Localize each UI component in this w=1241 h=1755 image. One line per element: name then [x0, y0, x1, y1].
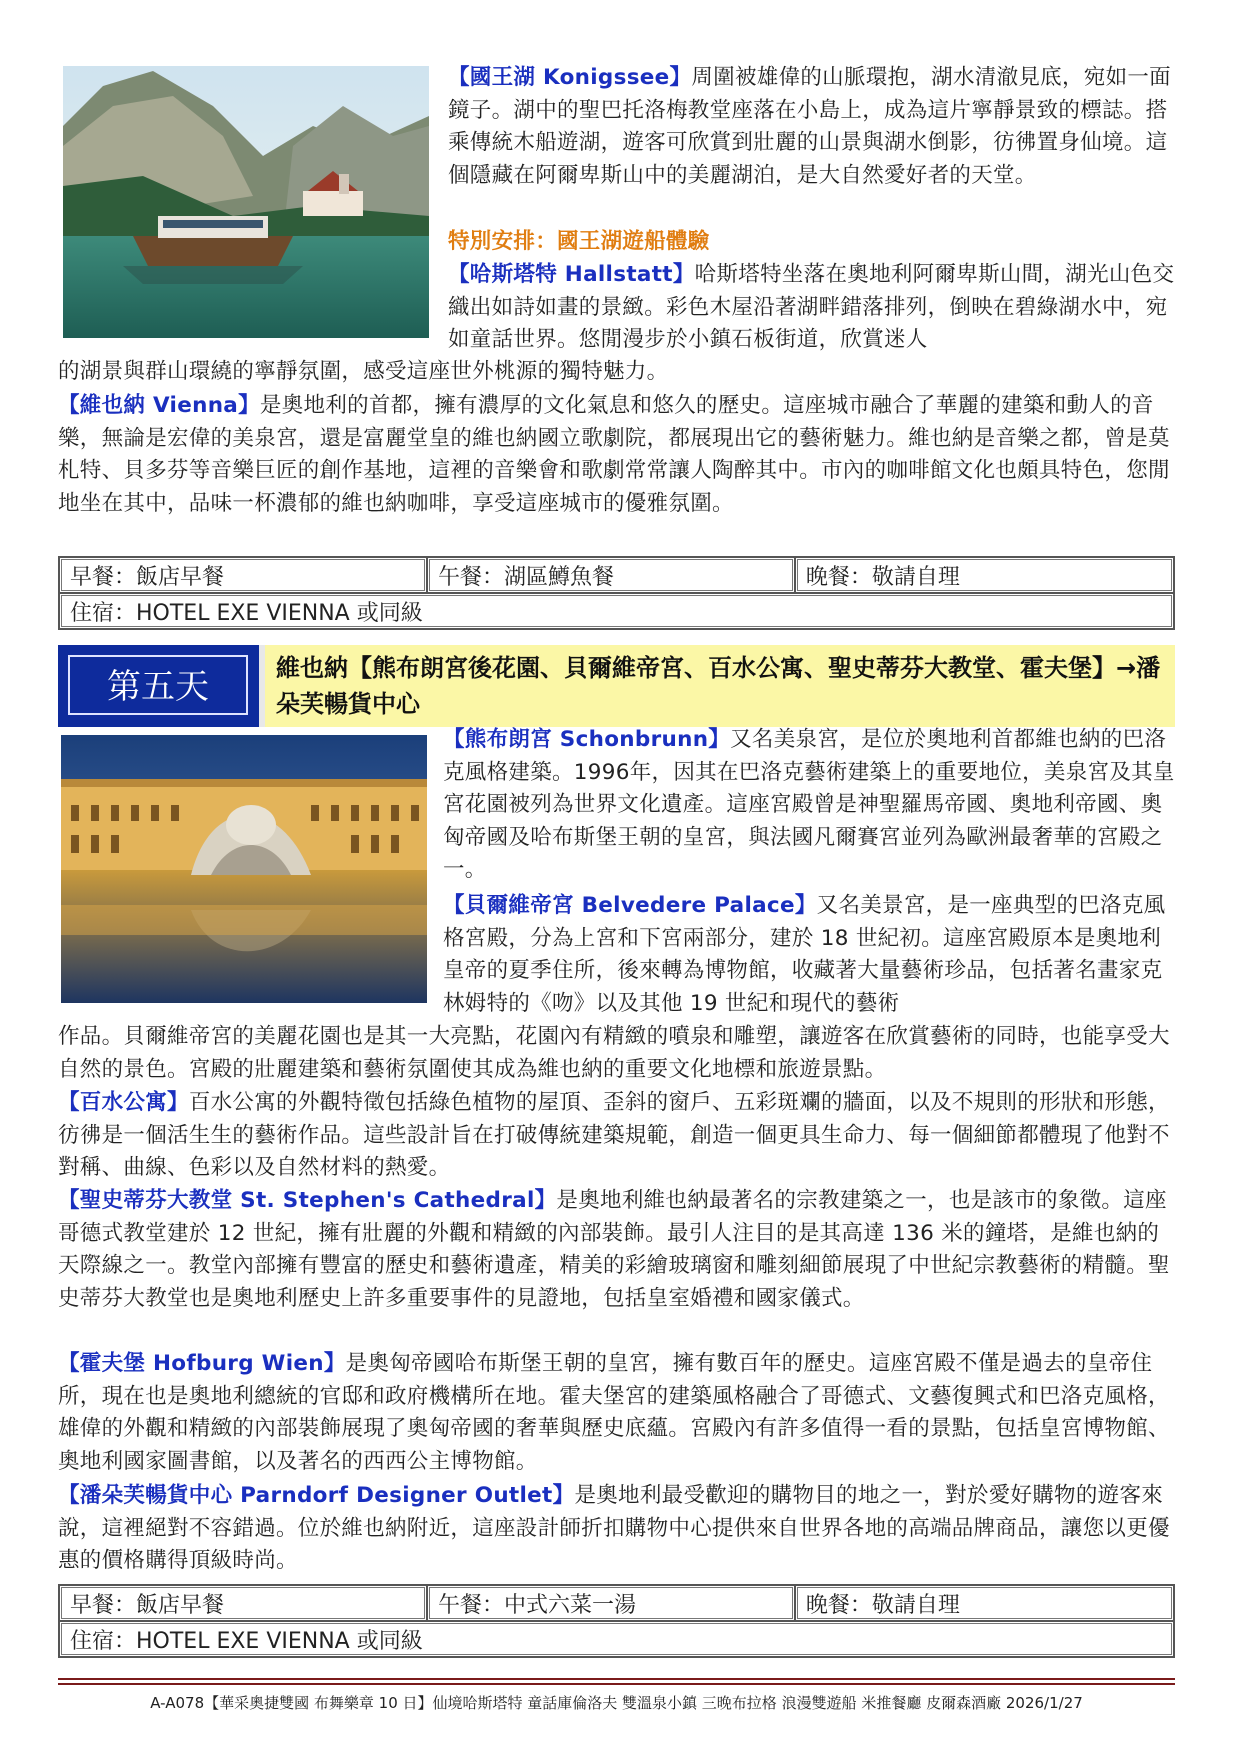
konigssee-paragraph [448, 62, 1178, 192]
stephansdom-title: 【聖史蒂芬大教堂 St. Stephen's Cathedral】 [58, 1188, 557, 1213]
belvedere-paragraph [443, 890, 1178, 1020]
lunch-cell: 午餐：湖區鱒魚餐 [427, 557, 795, 593]
hallstatt-paragraph [448, 259, 1178, 357]
schonbrunn-text: 又名美泉宮，是位於奧地利首都維也納的巴洛克風格建築。1996年，因其在巴洛克藝術建築上的重要地位，美泉宮及其皇宮花園被列為世界文化遺產。這座宮殿曾是神聖羅馬帝國、奧地利帝國、奧匈帝國及哈布斯堡王朝的皇宮，與法國凡爾賽宮並列為歐洲最奢華的宮殿之一。 [443, 727, 1175, 882]
breakfast-cell: 早餐：飯店早餐 [59, 1585, 427, 1621]
konigssee-title: 【國王湖 Konigssee】 [448, 65, 692, 90]
stephansdom-text: 是奧地利維也納最著名的宗教建築之一，也是該市的象徵。這座哥德式教堂建於 12 世紀，擁有壯麗的外觀和精緻的內部裝飾。最引人注目的是其高達 136 米的鐘塔，是維也納的天際線之一。教堂內部擁有豐富的歷史和藝術遺產，精美的彩繪玻璃窗和雕刻細節展現了中世紀宗教藝術的精髓。聖史蒂芬大教堂也是奧地利歷史上許多重要事件的見證地，包括皇室婚禮和國家儀式。 [58, 1188, 1170, 1311]
vienna-text: 是奧地利的首都，擁有濃厚的文化氣息和悠久的歷史。這座城市融合了華麗的建築和動人的音樂，無論是宏偉的美泉宮，還是富麗堂皇的維也納國立歌劇院，都展現出它的藝術魅力。維也納是音樂之都，曾是莫札特、貝多芬等音樂巨匠的創作基地，這裡的音樂會和歌劇常常讓人陶醉其中。市內的咖啡館文化也頗具特色，您閒地坐在其中，品味一杯濃郁的維也納咖啡，享受這座城市的優雅氛圍。 [58, 393, 1170, 516]
meal-table-day5 [58, 1584, 1175, 1658]
belvedere-title: 【貝爾維帝宮 Belvedere Palace】 [443, 893, 817, 918]
dinner-cell: 晚餐：敬請自理 [795, 557, 1174, 593]
vienna-title: 【維也納 Vienna】 [58, 393, 260, 418]
day5-label-box [58, 645, 265, 727]
hundertwasser-paragraph [58, 1087, 1178, 1185]
special-arrangement: 特別安排：國王湖遊船體驗 [448, 229, 710, 254]
parndorf-paragraph [58, 1480, 1178, 1578]
lunch-cell: 午餐：中式六菜一湯 [427, 1585, 795, 1621]
hundertwasser-text: 百水公寓的外觀特徵包括綠色植物的屋頂、歪斜的窗戶、五彩斑斕的牆面，以及不規則的形狀和形態，彷彿是一個活生生的藝術作品。這些設計旨在打破傳統建築規範，創造一個更具生命力、每一個細節都體現了他對不對稱、曲線、色彩以及自然材料的熱愛。 [58, 1090, 1170, 1180]
footer-rule-2 [58, 1683, 1175, 1685]
hallstatt-title: 【哈斯塔特 Hallstatt】 [448, 262, 695, 287]
belvedere-text: 又名美景宮，是一座典型的巴洛克風格宮殿，分為上宮和下宮兩部分，建於 18 世紀初。這座宮殿原本是奧地利皇帝的夏季住所，後來轉為博物館，收藏著大量藝術珍品，包括著名畫家克林姆特的《吻》以及其他 19 世紀和現代的藝術 [443, 893, 1166, 1016]
hofburg-title: 【霍夫堡 Hofburg Wien】 [58, 1351, 346, 1376]
schonbrunn-paragraph [443, 724, 1178, 887]
parndorf-text: 是奧地利最受歡迎的購物目的地之一，對於愛好購物的遊客來說，這裡絕對不容錯過。位於維也納附近，這座設計師折扣購物中心提供來自世界各地的高端品牌商品，讓您以更優惠的價格購得頂級時尚。 [58, 1483, 1170, 1573]
hotel-cell: 住宿：HOTEL EXE VIENNA 或同級 [59, 1621, 1174, 1657]
footer-text: A-A078【華采奧捷雙國 布舞樂章 10 日】仙境哈斯塔特 童話庫倫洛夫 雙溫泉小鎮 三晚布拉格 浪漫雙遊船 米推餐廳 皮爾森酒廠 2026/1/27 [150, 1694, 1083, 1712]
day5-title: 維也納【熊布朗宮後花園、貝爾維帝宮、百水公寓、聖史蒂芬大教堂、霍夫堡】→潘朵芙暢貨中心 [276, 654, 1161, 718]
dinner-cell: 晚餐：敬請自理 [795, 1585, 1174, 1621]
hallstatt-continued: 的湖景與群山環繞的寧靜氛圍，感受這座世外桃源的獨特魅力。 [58, 359, 669, 384]
footer-rule [58, 1678, 1175, 1680]
hundertwasser-title: 【百水公寓】 [58, 1090, 189, 1115]
hofburg-text: 是奧匈帝國哈布斯堡王朝的皇宮，擁有數百年的歷史。這座宮殿不僅是過去的皇帝住所，現在也是奧地利總統的官邸和政府機構所在地。霍夫堡宮的建築風格融合了哥德式、文藝復興式和巴洛克風格，雄偉的外觀和精緻的內部裝飾展現了奧匈帝國的奢華與歷史底蘊。宮殿內有許多值得一看的景點，包括皇宮博物館、奧地利國家圖書館，以及著名的西西公主博物館。 [58, 1351, 1170, 1474]
hallstatt-text: 哈斯塔特坐落在奧地利阿爾卑斯山間，湖光山色交織出如詩如畫的景緻。彩色木屋沿著湖畔錯落排列，倒映在碧綠湖水中，宛如童話世界。悠閒漫步於小鎮石板街道，欣賞迷人 [448, 262, 1175, 352]
belvedere-continued: 作品。貝爾維帝宮的美麗花園也是其一大亮點，花園內有精緻的噴泉和雕塑，讓遊客在欣賞藝術的同時，也能享受大自然的景色。宮殿的壯麗建築和藝術氛圍使其成為維也納的重要文化地標和旅遊景點。 [58, 1024, 1170, 1082]
breakfast-cell: 早餐：飯店早餐 [59, 557, 427, 593]
konigssee-text: 周圍被雄偉的山脈環抱，湖水清澈見底，宛如一面鏡子。湖中的聖巴托洛梅教堂座落在小島上，成為這片寧靜景致的標誌。搭乘傳統木船遊湖，遊客可欣賞到壯麗的山景與湖水倒影，彷彿置身仙境。這個隱藏在阿爾卑斯山中的美麗湖泊，是大自然愛好者的天堂。 [448, 65, 1171, 188]
hofburg-paragraph [58, 1348, 1178, 1478]
parndorf-title: 【潘朵芙暢貨中心 Parndorf Designer Outlet】 [58, 1483, 575, 1508]
day5-header [58, 645, 1175, 727]
hotel-cell: 住宿：HOTEL EXE VIENNA 或同級 [59, 593, 1174, 629]
schonbrunn-title: 【熊布朗宮 Schonbrunn】 [443, 727, 731, 752]
schonbrunn-photo [61, 735, 427, 1003]
stephansdom-paragraph [58, 1185, 1178, 1315]
day5-label: 第五天 [68, 655, 248, 715]
meal-table-day4 [58, 556, 1175, 630]
vienna-paragraph [58, 390, 1178, 520]
konigssee-photo [63, 66, 429, 338]
